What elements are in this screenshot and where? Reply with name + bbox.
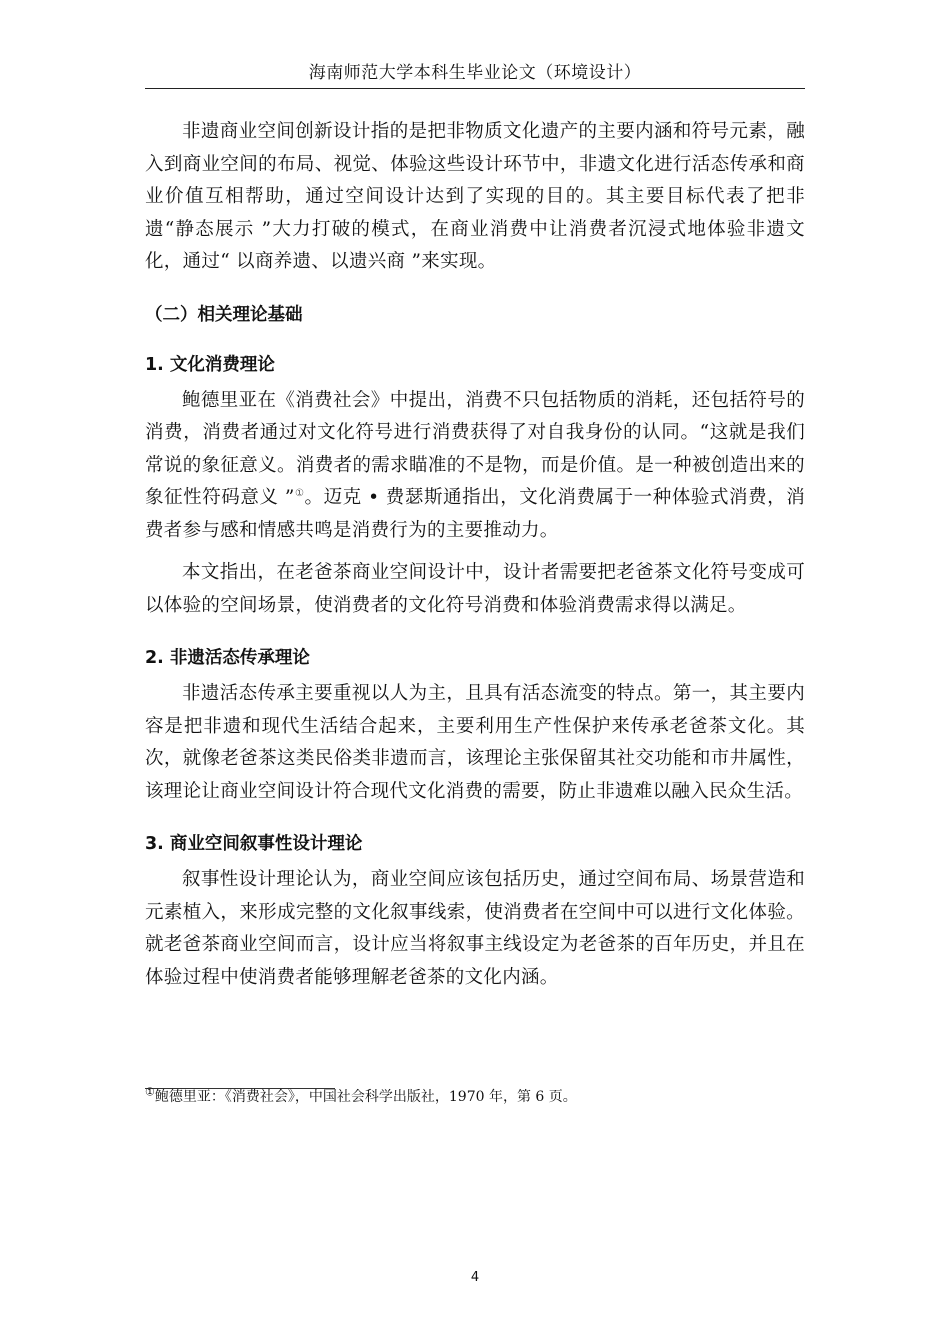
footnote-reference[interactable]: ① xyxy=(294,487,305,499)
theory2-paragraph: 非遗活态传承主要重视以人为主，且具有活态流变的特点。第一，其主要内容是把非遗和现代生活结合起来，主要利用生产性保护来传承老爸茶文化。其次，就像老爸茶这类民俗类非遗而言，该理论主张保留其社交功能和市井属性，该理论让商业空间设计符合现代文化消费的需要，防止非遗难以融入民众生活。 xyxy=(145,683,805,802)
header-divider xyxy=(145,88,805,89)
section-heading: （二）相关理论基础 xyxy=(145,304,303,325)
footnote-mark: ① xyxy=(145,1085,155,1099)
theory1-paragraph1-part1: 鲍德里亚在《消费社会》中提出，消费不只包括物质的消耗，还包括符号的消费，消费者通过对文化符号进行消费获得了对自我身份的认同。“这就是我们常说的象征意义。消费者的需求瞄准的不是物，而是价值。是一种被创造出来的象征性符码意义 ” xyxy=(145,389,805,508)
running-header: 海南师范大学本科生毕业论文（环境设计） xyxy=(308,63,642,83)
intro-paragraph: 非遗商业空间创新设计指的是把非物质文化遗产的主要内涵和符号元素，融入到商业空间的布局、视觉、体验这些设计环节中，非遗文化进行活态传承和商业价值互相帮助，通过空间设计达到了实现的目的。其主要目标代表了把非遗“静态展示 ”大力打破的模式，在商业消费中让消费者沉浸式地体验非遗文化，通过“ 以商养遗、以遗兴商 ”来实现。 xyxy=(145,121,805,272)
theory3-heading: 3. 商业空间叙事性设计理论 xyxy=(145,834,363,854)
theory1-paragraph1 xyxy=(145,385,805,548)
theory3-paragraph: 叙事性设计理论认为，商业空间应该包括历史，通过空间布局、场景营造和元素植入，来形成完整的文化叙事线索，使消费者在空间中可以进行文化体验。就老爸茶商业空间而言，设计应当将叙事主线设定为老爸茶的百年历史，并且在体验过程中使消费者能够理解老爸茶的文化内涵。 xyxy=(145,869,805,988)
page-number: 4 xyxy=(470,1270,480,1285)
footnote xyxy=(145,1087,805,1107)
theory1-paragraph2: 本文指出，在老爸茶商业空间设计中，设计者需要把老爸茶文化符号变成可以体验的空间场景，使消费者的文化符号消费和体验消费需求得以满足。 xyxy=(145,562,805,616)
theory1-paragraph1-part2: 。迈克 • 费瑟斯通指出，文化消费属于一种体验式消费，消费者参与感和情感共鸣是消费行为的主要推动力。 xyxy=(145,487,806,541)
theory2-heading: 2. 非遗活态传承理论 xyxy=(145,648,310,668)
theory1-heading: 1. 文化消费理论 xyxy=(145,354,275,375)
footnote-text: 鲍德里亚：《消费社会》，中国社会科学出版社，1970 年，第 6 页。 xyxy=(154,1089,577,1105)
main-content xyxy=(145,116,805,994)
